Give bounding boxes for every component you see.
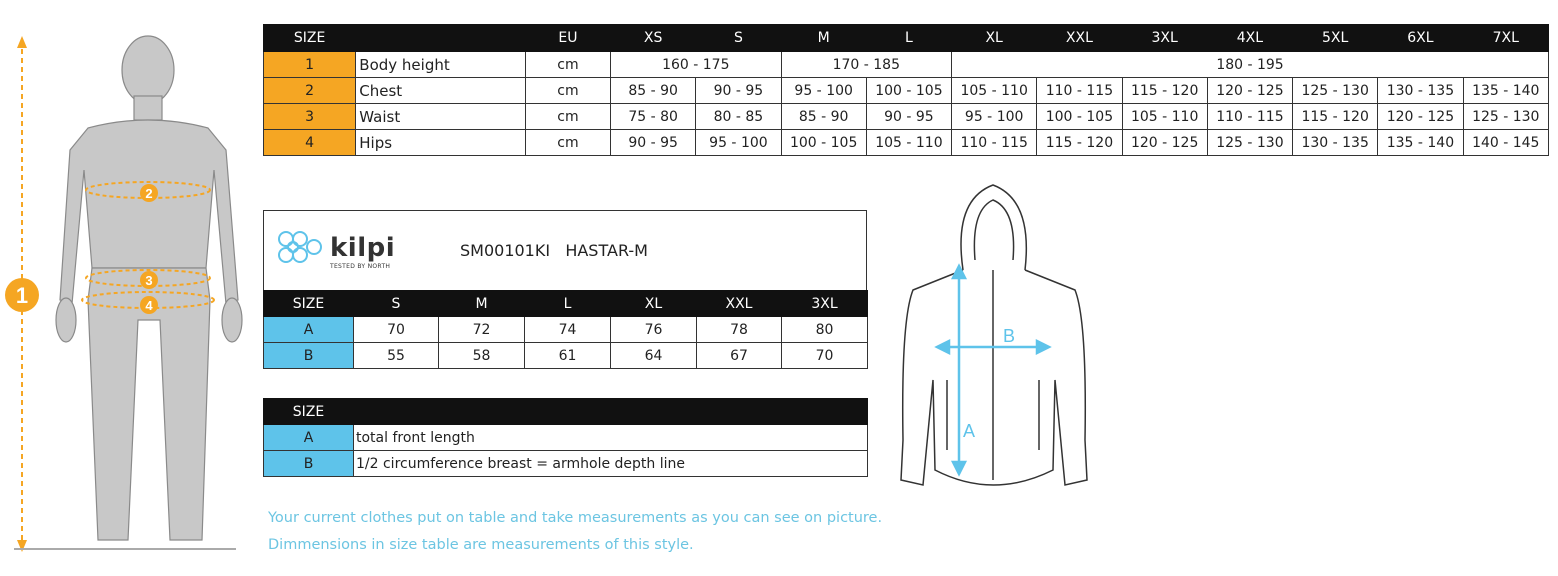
unit-cell: cm bbox=[525, 78, 610, 104]
value-cell: 67 bbox=[697, 343, 782, 369]
legend-table bbox=[263, 398, 868, 477]
row-label: Chest bbox=[356, 78, 526, 104]
jacket-illustration bbox=[893, 180, 1093, 510]
value-cell: 140 - 145 bbox=[1463, 130, 1548, 156]
marker-hips-label: 4 bbox=[145, 298, 153, 313]
header-xs: XS bbox=[611, 25, 696, 52]
header-xxl: XXL bbox=[697, 291, 782, 317]
value-cell: 160 - 175 bbox=[611, 52, 782, 78]
table-row bbox=[264, 317, 868, 343]
header-4xl: 4XL bbox=[1207, 25, 1292, 52]
row-label: B bbox=[264, 343, 354, 369]
value-cell: 64 bbox=[611, 343, 697, 369]
unit-cell: cm bbox=[525, 104, 610, 130]
value-cell: 120 - 125 bbox=[1122, 130, 1207, 156]
marker-chest-label: 2 bbox=[145, 186, 153, 201]
value-cell: 135 - 140 bbox=[1463, 78, 1548, 104]
legend-description: total front length bbox=[354, 425, 868, 451]
note-measure-instructions: Your current clothes put on table and take measurements as you can see on picture. bbox=[268, 510, 883, 526]
header-label bbox=[356, 25, 526, 52]
marker-height-label: 1 bbox=[15, 283, 29, 308]
value-cell: 130 - 135 bbox=[1293, 130, 1378, 156]
brand-tagline: TESTED BY NORTH bbox=[330, 263, 391, 270]
header-3xl: 3XL bbox=[782, 291, 868, 317]
row-number: 4 bbox=[264, 130, 356, 156]
legend-header-size: SIZE bbox=[264, 399, 354, 425]
value-cell: 78 bbox=[697, 317, 782, 343]
unit-cell: cm bbox=[525, 130, 610, 156]
value-cell: 74 bbox=[525, 317, 611, 343]
table-row bbox=[264, 343, 868, 369]
jacket-label-a: A bbox=[963, 421, 976, 441]
value-cell: 130 - 135 bbox=[1378, 78, 1463, 104]
value-cell: 110 - 115 bbox=[1037, 78, 1122, 104]
unit-cell: cm bbox=[525, 52, 610, 78]
table-row bbox=[264, 451, 868, 477]
value-cell: 120 - 125 bbox=[1207, 78, 1292, 104]
value-cell: 55 bbox=[354, 343, 439, 369]
value-cell: 100 - 105 bbox=[781, 130, 866, 156]
value-cell: 61 bbox=[525, 343, 611, 369]
value-cell: 105 - 110 bbox=[1122, 104, 1207, 130]
legend-description: 1/2 circumference breast = armhole depth line bbox=[354, 451, 868, 477]
value-cell: 135 - 140 bbox=[1378, 130, 1463, 156]
value-cell: 110 - 115 bbox=[1207, 104, 1292, 130]
value-cell: 58 bbox=[439, 343, 525, 369]
size-chart-header bbox=[264, 25, 1549, 52]
marker-waist-label: 3 bbox=[145, 273, 153, 288]
value-cell: 125 - 130 bbox=[1293, 78, 1378, 104]
value-cell: 95 - 100 bbox=[952, 104, 1037, 130]
legend-header bbox=[264, 399, 868, 425]
row-label: Hips bbox=[356, 130, 526, 156]
table-row bbox=[264, 425, 868, 451]
header-xl: XL bbox=[952, 25, 1037, 52]
value-cell: 105 - 110 bbox=[866, 130, 951, 156]
header-5xl: 5XL bbox=[1293, 25, 1378, 52]
value-cell: 72 bbox=[439, 317, 525, 343]
header-eu: EU bbox=[525, 25, 610, 52]
header-l: L bbox=[525, 291, 611, 317]
value-cell: 95 - 100 bbox=[781, 78, 866, 104]
header-7xl: 7XL bbox=[1463, 25, 1548, 52]
value-cell: 90 - 95 bbox=[696, 78, 781, 104]
value-cell: 125 - 130 bbox=[1207, 130, 1292, 156]
value-cell: 80 - 85 bbox=[696, 104, 781, 130]
value-cell: 90 - 95 bbox=[611, 130, 696, 156]
size-chart-table bbox=[263, 24, 1549, 156]
legend-label: A bbox=[264, 425, 354, 451]
header-l: L bbox=[866, 25, 951, 52]
header-s: S bbox=[696, 25, 781, 52]
kilpi-logo-icon bbox=[272, 227, 328, 271]
value-cell: 125 - 130 bbox=[1463, 104, 1548, 130]
legend-label: B bbox=[264, 451, 354, 477]
style-header-box bbox=[263, 210, 867, 291]
value-cell: 120 - 125 bbox=[1378, 104, 1463, 130]
header-3xl: 3XL bbox=[1122, 25, 1207, 52]
value-cell: 115 - 120 bbox=[1122, 78, 1207, 104]
row-number: 2 bbox=[264, 78, 356, 104]
value-cell: 70 bbox=[782, 343, 868, 369]
style-table-header bbox=[264, 291, 868, 317]
table-row bbox=[264, 52, 1549, 78]
note-style-dimensions: Dimmensions in size table are measurements of this style. bbox=[268, 537, 694, 553]
value-cell: 95 - 100 bbox=[696, 130, 781, 156]
value-cell: 100 - 105 bbox=[1037, 104, 1122, 130]
legend-header-blank bbox=[354, 399, 868, 425]
value-cell: 70 bbox=[354, 317, 439, 343]
value-cell: 100 - 105 bbox=[866, 78, 951, 104]
header-m: M bbox=[781, 25, 866, 52]
value-cell: 115 - 120 bbox=[1293, 104, 1378, 130]
row-number: 1 bbox=[264, 52, 356, 78]
value-cell: 80 bbox=[782, 317, 868, 343]
table-row bbox=[264, 130, 1549, 156]
value-cell: 110 - 115 bbox=[952, 130, 1037, 156]
body-figure bbox=[0, 0, 250, 576]
header-s: S bbox=[354, 291, 439, 317]
value-cell: 115 - 120 bbox=[1037, 130, 1122, 156]
value-cell: 85 - 90 bbox=[611, 78, 696, 104]
row-label: Waist bbox=[356, 104, 526, 130]
value-cell: 180 - 195 bbox=[952, 52, 1549, 78]
jacket-label-b: B bbox=[1003, 326, 1016, 346]
value-cell: 105 - 110 bbox=[952, 78, 1037, 104]
style-size-table bbox=[263, 290, 868, 369]
value-cell: 90 - 95 bbox=[866, 104, 951, 130]
value-cell: 170 - 185 bbox=[781, 52, 952, 78]
value-cell: 85 - 90 bbox=[781, 104, 866, 130]
row-number: 3 bbox=[264, 104, 356, 130]
row-label: Body height bbox=[356, 52, 526, 78]
header-xxl: XXL bbox=[1037, 25, 1122, 52]
header-size: SIZE bbox=[264, 25, 356, 52]
style-code: SM00101KI HASTAR-M bbox=[460, 241, 648, 260]
row-label: A bbox=[264, 317, 354, 343]
brand-name: kilpi bbox=[330, 233, 396, 263]
header-m: M bbox=[439, 291, 525, 317]
header-6xl: 6XL bbox=[1378, 25, 1463, 52]
table-row bbox=[264, 78, 1549, 104]
value-cell: 75 - 80 bbox=[611, 104, 696, 130]
table-row bbox=[264, 104, 1549, 130]
header-size: SIZE bbox=[264, 291, 354, 317]
value-cell: 76 bbox=[611, 317, 697, 343]
header-xl: XL bbox=[611, 291, 697, 317]
